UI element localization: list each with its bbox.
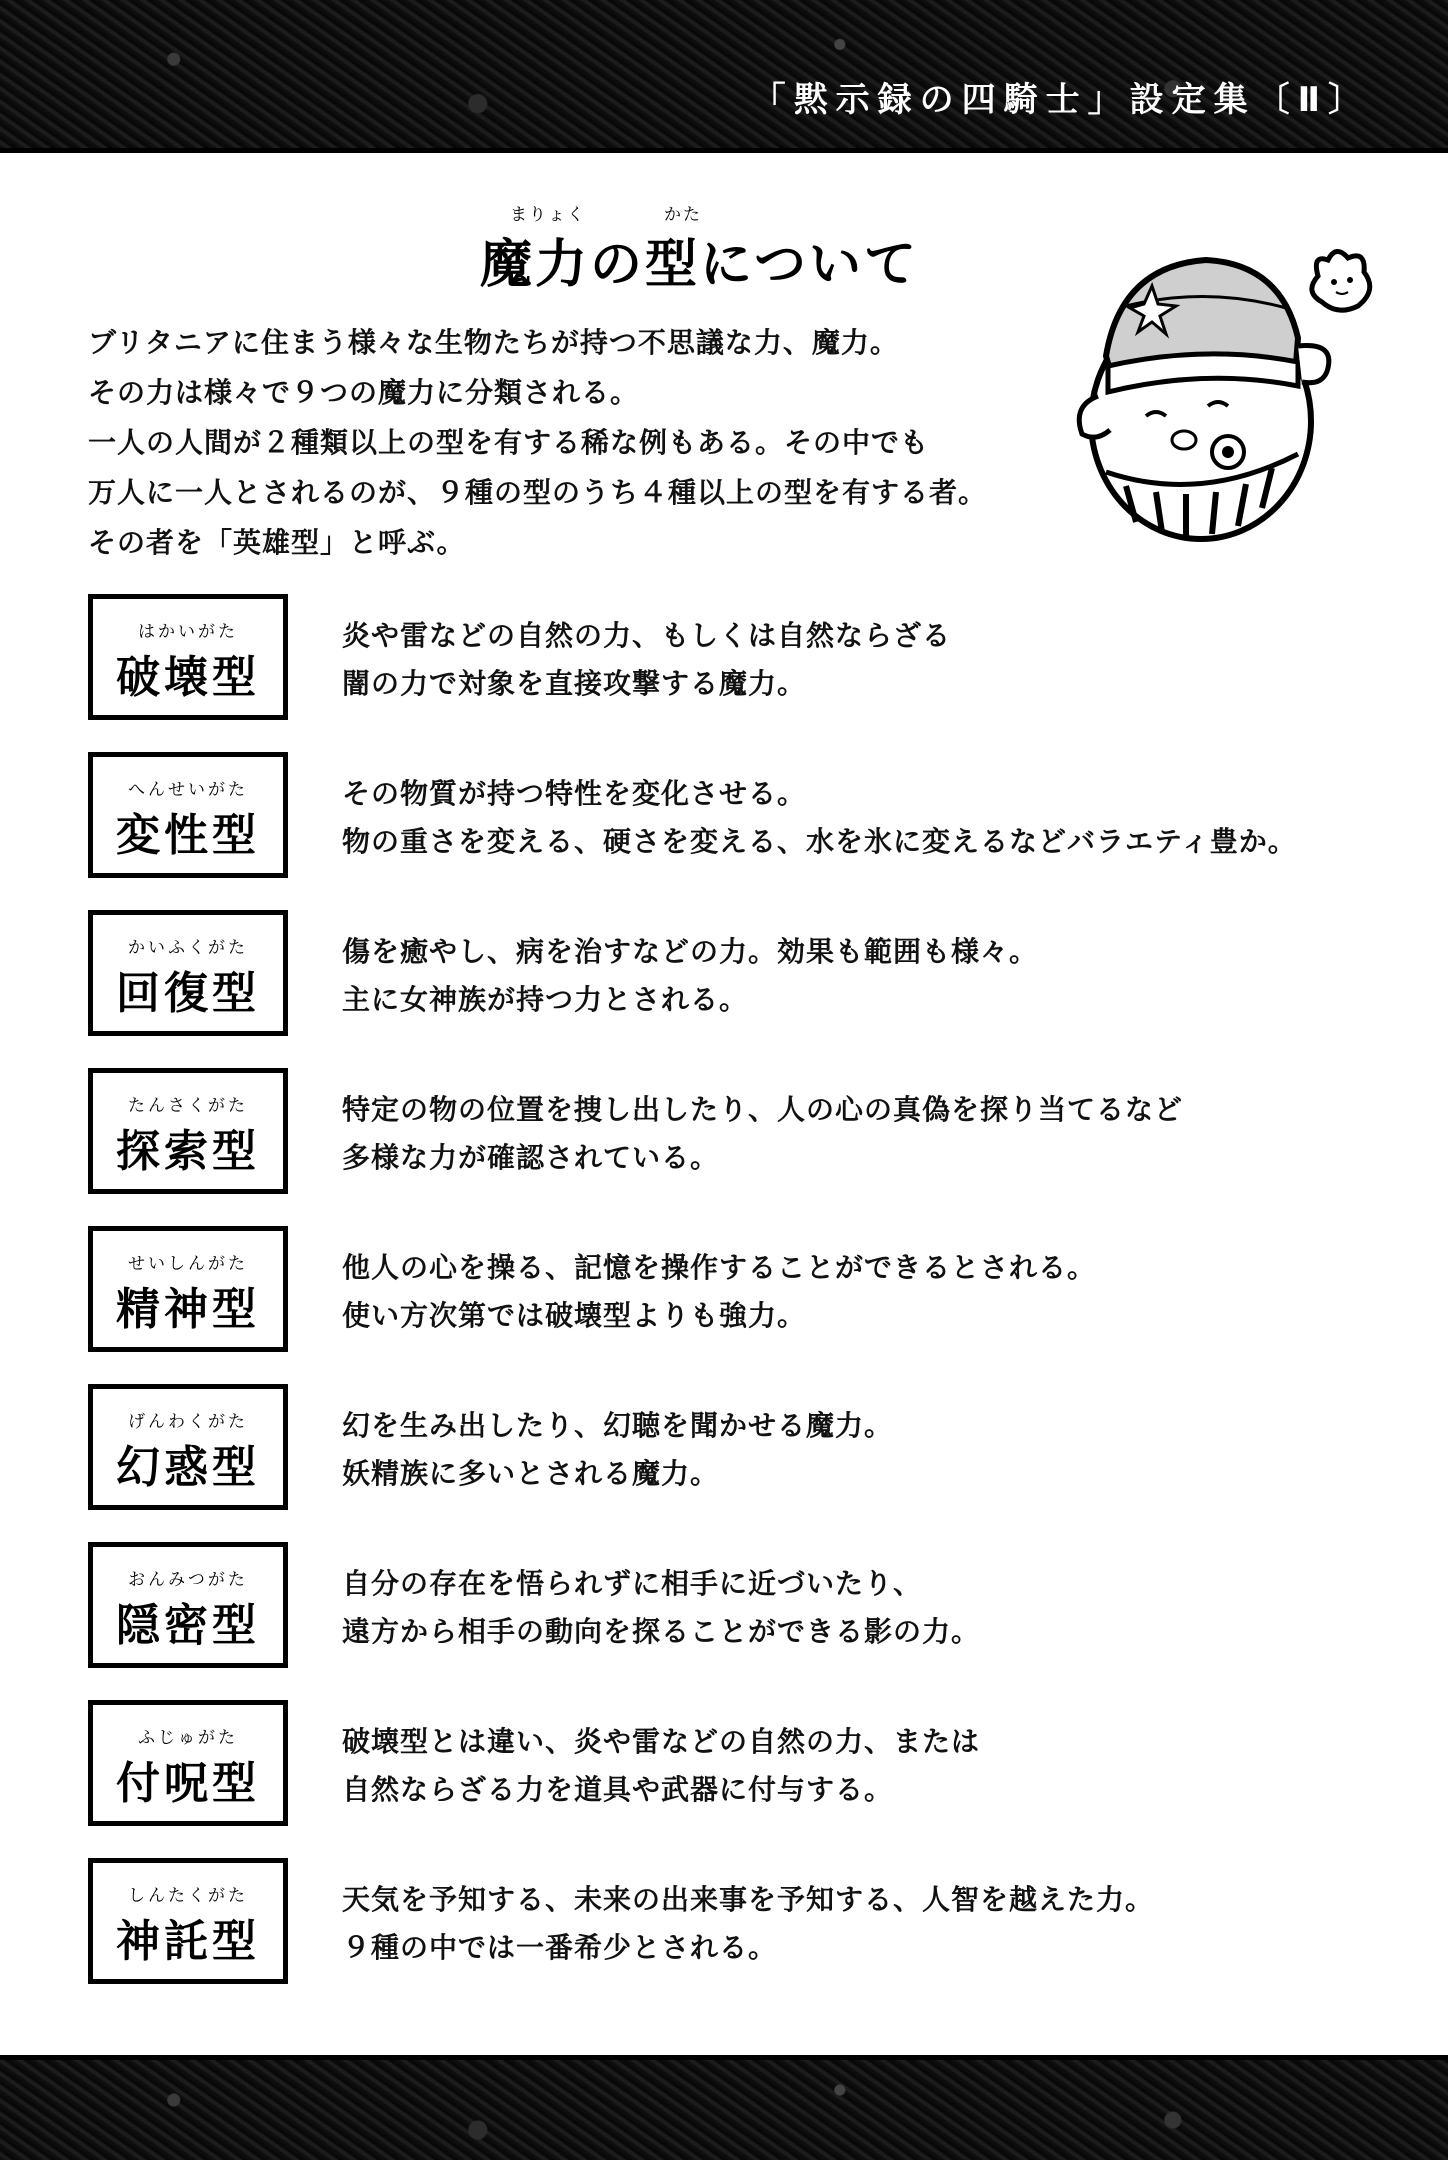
description-line: 自分の存在を悟られずに相手に近づいたり、 (342, 1567, 923, 1600)
intro-line: 万人に一人とされるのが、９種の型のうち４種以上の型を有する者。 (88, 476, 988, 509)
header-title: 「黙示録の四騎士」設定集〔Ⅱ〕 (751, 80, 1370, 120)
footer-band (0, 2060, 1448, 2160)
magic-type-row (88, 910, 1378, 1046)
header-divider (0, 148, 1448, 153)
type-reading: かいふくがた (128, 938, 248, 958)
type-reading: たんさくがた (128, 1096, 248, 1116)
description-line: 炎や雷などの自然の力、もしくは自然ならざる (342, 619, 952, 652)
type-name: 神託型 (116, 1916, 260, 1967)
type-description (342, 1402, 1382, 1498)
type-name: 回復型 (116, 968, 260, 1019)
description-line: 物の重さを変える、硬さを変える、水を氷に変えるなどバラエティ豊か。 (342, 825, 1297, 858)
page-title: 魔力の型について (480, 234, 919, 295)
type-reading: せいしんがた (128, 1254, 248, 1274)
type-label-box (88, 1858, 288, 1984)
type-label-box (88, 1542, 288, 1668)
type-label-box (88, 910, 288, 1036)
type-name: 破壊型 (116, 652, 260, 703)
type-reading: おんみつがた (128, 1570, 248, 1590)
type-name: 幻惑型 (116, 1442, 260, 1493)
description-line: その物質が持つ特性を変化させる。 (342, 777, 807, 810)
description-line: ９種の中では一番希少とされる。 (342, 1931, 778, 1964)
intro-line: その力は様々で９つの魔力に分類される。 (88, 376, 640, 409)
description-line: 多様な力が確認されている。 (342, 1141, 720, 1174)
type-label-box (88, 594, 288, 720)
description-line: 主に女神族が持つ力とされる。 (342, 983, 749, 1016)
type-description (342, 928, 1382, 1024)
type-reading: げんわくがた (128, 1412, 248, 1432)
magic-type-row (88, 594, 1378, 730)
description-line: 妖精族に多いとされる魔力。 (342, 1457, 720, 1490)
description-line: 幻を生み出したり、幻聴を聞かせる魔力。 (342, 1409, 894, 1442)
magic-type-row (88, 1226, 1378, 1362)
magic-type-row (88, 752, 1378, 888)
type-label-box (88, 752, 288, 878)
magic-type-row (88, 1542, 1378, 1678)
type-name: 隠密型 (116, 1600, 260, 1651)
description-line: 特定の物の位置を捜し出したり、人の心の真偽を探り当てるなど (342, 1093, 1184, 1126)
type-label-box (88, 1700, 288, 1826)
intro-line: その者を「英雄型」と呼ぶ。 (88, 526, 466, 559)
type-description (342, 1086, 1382, 1182)
description-line: 天気を予知する、未来の出来事を予知する、人智を越えた力。 (342, 1883, 1155, 1916)
description-line: 他人の心を操る、記憶を操作することができるとされる。 (342, 1251, 1097, 1284)
description-line: 傷を癒やし、病を治すなどの力。効果も範囲も様々。 (342, 935, 1039, 968)
description-line: 遠方から相手の動向を探ることができる影の力。 (342, 1615, 981, 1648)
type-description (342, 1560, 1382, 1656)
magic-type-row (88, 1700, 1378, 1836)
description-line: 破壊型とは違い、炎や雷などの自然の力、または (342, 1725, 981, 1758)
description-line: 使い方次第では破壊型よりも強力。 (342, 1299, 807, 1332)
type-description (342, 1718, 1382, 1814)
type-reading: はかいがた (138, 622, 238, 642)
type-description (342, 1244, 1382, 1340)
type-description (342, 770, 1382, 866)
title-furigana: かた (664, 205, 702, 225)
description-line: 自然ならざる力を道具や武器に付与する。 (342, 1773, 894, 1806)
type-name: 付呪型 (116, 1758, 260, 1809)
magic-type-row (88, 1384, 1378, 1520)
mascot-illustration (1066, 246, 1386, 556)
type-label-box (88, 1384, 288, 1510)
type-reading: ふじゅがた (138, 1728, 238, 1748)
magic-type-row (88, 1068, 1378, 1204)
type-description (342, 1876, 1382, 1972)
type-description (342, 612, 1382, 708)
type-name: 精神型 (116, 1284, 260, 1335)
type-reading: へんせいがた (128, 780, 248, 800)
type-label-box (88, 1226, 288, 1352)
header-band (0, 0, 1448, 148)
description-line: 闇の力で対象を直接攻撃する魔力。 (342, 667, 807, 700)
magic-type-row (88, 1858, 1378, 1994)
title-furigana: まりょく (510, 205, 586, 225)
type-name: 探索型 (116, 1126, 260, 1177)
type-reading: しんたくがた (128, 1886, 248, 1906)
type-label-box (88, 1068, 288, 1194)
intro-line: ブリタニアに住まう様々な生物たちが持つ不思議な力、魔力。 (88, 326, 899, 359)
intro-line: 一人の人間が２種類以上の型を有する稀な例もある。その中でも (88, 426, 930, 459)
intro-text (88, 318, 1068, 568)
type-name: 変性型 (116, 810, 260, 861)
